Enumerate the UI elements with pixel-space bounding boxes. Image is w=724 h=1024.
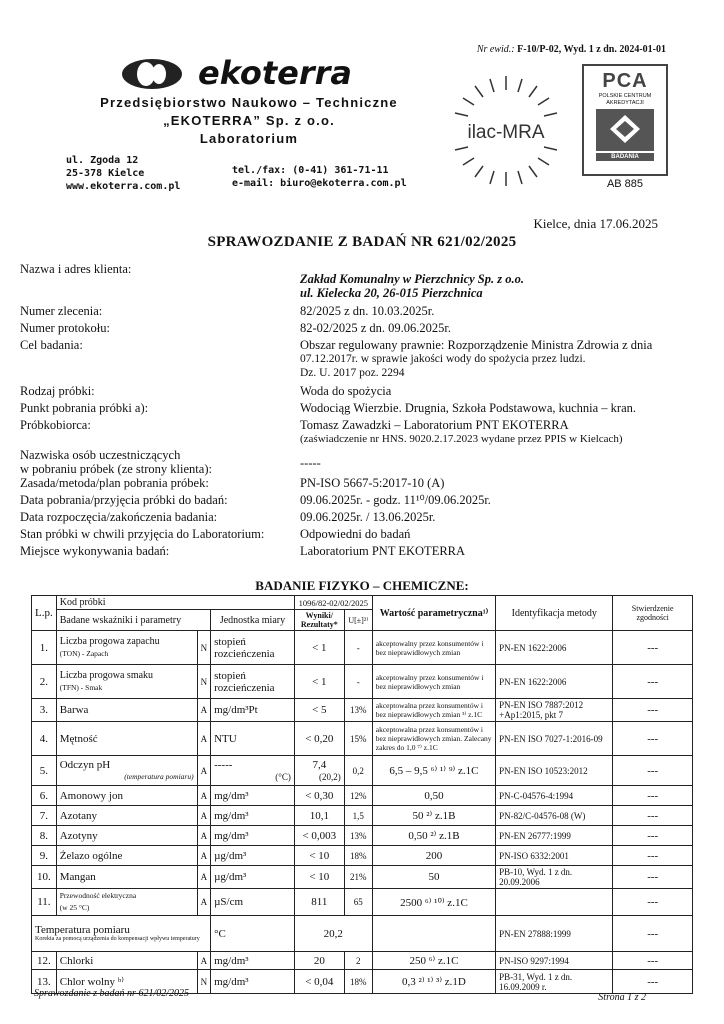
unit-value: mg/dm³	[214, 809, 249, 822]
row-parametric-value: 2500 ⁶⁾ ¹⁰⁾ z.1C	[372, 889, 495, 916]
table-row	[32, 699, 693, 722]
sampling-date-value: 09.06.2025r. - godz. 11¹⁰/09.06.2025r.	[300, 493, 491, 507]
row-accreditation: A	[197, 786, 211, 806]
row-method: PB-10, Wyd. 1 z dn. 20.09.2006	[496, 866, 613, 889]
row-compliance: ---	[613, 970, 693, 994]
sampling-point-value: Wodociąg Wierzbie. Drugnia, Szkoła Podstawowa, kuchnia – kran.	[300, 401, 637, 415]
pca-badge-label: BADANIA	[596, 153, 654, 161]
row-result	[294, 756, 344, 786]
row-result	[294, 806, 344, 826]
place-label: Miejsce wykonywania badań:	[20, 544, 170, 558]
result-value: < 1	[312, 641, 327, 654]
row-method: PN-EN ISO 7027-1:2016-09	[496, 722, 613, 756]
place-value: Laboratorium PNT EKOTERRA	[300, 544, 466, 558]
unit-value: mg/dm³	[214, 829, 249, 842]
row-unit	[211, 889, 295, 916]
temperature-value: 20,2	[294, 916, 372, 952]
row-indicator-name	[56, 889, 197, 916]
participants-value: -----	[300, 456, 321, 470]
order-value: 82/2025 z dn. 10.03.2025r.	[300, 304, 435, 318]
company-contact	[232, 164, 407, 190]
row-indicator-name	[56, 631, 197, 665]
company-header	[54, 94, 444, 148]
row-compliance: ---	[613, 806, 693, 826]
sample-type-value: Woda do spożycia	[300, 384, 392, 398]
pca-accreditation-badge	[582, 64, 668, 176]
indicator-name: Mangan	[59, 871, 96, 883]
footer-report-ref: Sprawozdanie z badań nr 621/02/2025	[34, 988, 190, 999]
result-value: < 0,20	[305, 732, 334, 745]
condition-value: Odpowiedni do badań	[300, 527, 411, 541]
row-uncertainty: 15%	[344, 722, 372, 756]
ilac-text: ilac-MRA	[467, 122, 545, 143]
client-label: Nazwa i adres klienta:	[20, 262, 132, 276]
row-result	[294, 665, 344, 699]
pca-title: PCA	[602, 70, 648, 92]
row-result	[294, 866, 344, 889]
header-compliance: Stwierdzenie zgodności	[613, 596, 693, 631]
row-parametric-value: 6,5 – 9,5 ⁶⁾ ¹⁾ ⁹⁾ z.1C	[372, 756, 495, 786]
row-uncertainty: 21%	[344, 866, 372, 889]
row-accreditation: A	[197, 699, 211, 722]
company-address	[66, 154, 180, 193]
client-value	[300, 272, 670, 300]
row-parametric-value: 0,3 ²⁾ ¹⁾ ³⁾ z.1D	[372, 970, 495, 994]
row-compliance: ---	[613, 866, 693, 889]
pca-subtitle-2: AKREDYTACJI	[606, 100, 644, 106]
participants-label-2: w pobraniu próbek (ze strony klienta):	[20, 462, 212, 476]
row-lp: 10.	[32, 866, 57, 889]
test-date-label: Data rozpoczęcia/zakończenia badania:	[20, 510, 218, 524]
unit-value: -----	[214, 758, 233, 771]
result-secondary: (20,2)	[319, 771, 341, 782]
row-compliance: ---	[613, 889, 693, 916]
row-result	[294, 631, 344, 665]
row-parametric-value: akceptowalny przez konsumentów i bez nieprawidłowych zmian	[372, 631, 495, 665]
row-unit	[211, 665, 295, 699]
table-row	[32, 756, 693, 786]
row-uncertainty: 0,2	[344, 756, 372, 786]
row-compliance: ---	[613, 699, 693, 722]
row-unit: mg/dm³	[211, 952, 295, 970]
unit-value: stopień rozcieńczenia	[214, 669, 275, 694]
indicator-name: Liczba progowa zapachu	[59, 635, 160, 647]
row-accreditation: A	[197, 806, 211, 826]
result-value: < 10	[309, 849, 330, 862]
table-row	[32, 722, 693, 756]
indicator-name: Żelazo ogólne	[59, 849, 123, 862]
record-reference	[477, 44, 666, 55]
row-unit: mg/dm³	[211, 970, 295, 994]
method-value: PN-ISO 5667-5:2017-10 (A)	[300, 476, 445, 490]
temperature-parametric-value	[372, 916, 495, 952]
unit-value: mg/dm³	[214, 789, 249, 802]
client-name: Zakład Komunalny w Pierzchnicy Sp. z o.o.	[300, 272, 524, 286]
protocol-value: 82-02/2025 z dn. 09.06.2025r.	[300, 321, 452, 335]
section-title: BADANIE FIZYKO – CHEMICZNE:	[255, 578, 469, 593]
row-unit	[211, 631, 295, 665]
row-compliance: ---	[613, 846, 693, 866]
purpose-line-3: Dz. U. 2017 poz. 2294	[300, 367, 405, 379]
row-accreditation: A	[197, 722, 211, 756]
indicator-name: Amonowy jon	[59, 789, 123, 802]
row-indicator-name	[56, 786, 197, 806]
indicator-name: Azotany	[59, 809, 97, 822]
unit-value: µS/cm	[214, 896, 244, 908]
method-label: Zasada/metoda/plan pobrania próbek:	[20, 476, 209, 490]
row-accreditation: A	[197, 756, 211, 786]
row-unit	[211, 866, 295, 889]
row-indicator-name	[56, 806, 197, 826]
row-compliance: ---	[613, 786, 693, 806]
result-value: < 0,30	[305, 789, 334, 802]
sampling-date-label: Data pobrania/przyjęcia próbki do badań:	[20, 493, 228, 507]
row-lp: 2.	[32, 665, 57, 699]
email: e-mail: biuro@ekoterra.com.pl	[232, 178, 407, 189]
row-parametric-value: akceptowalna przez konsumentów i bez nieprawidłowych zmian ³⁾ z.1C	[372, 699, 495, 722]
row-lp: 1.	[32, 631, 57, 665]
row-result	[294, 786, 344, 806]
row-result: < 0,04	[294, 970, 344, 994]
indicator-name: Odczyn pH	[59, 758, 111, 771]
row-method: PN-ISO 9297:1994	[496, 952, 613, 970]
unit-secondary: (°C)	[275, 771, 291, 782]
row-indicator-name: Chlorki	[56, 952, 197, 970]
row-accreditation: A	[197, 952, 211, 970]
row-parametric-value: 50 ²⁾ z.1B	[372, 806, 495, 826]
unit-value: stopień rozcieńczenia	[214, 635, 275, 660]
row-indicator-name	[56, 846, 197, 866]
row-indicator-name	[56, 756, 197, 786]
row-parametric-value: 250 ⁶⁾ z.1C	[372, 952, 495, 970]
result-value: 811	[311, 896, 328, 908]
row-compliance: ---	[613, 722, 693, 756]
header-lp: L.p.	[32, 596, 57, 631]
row-indicator-name	[56, 826, 197, 846]
row-compliance: ---	[613, 631, 693, 665]
row-lp: 13.	[32, 970, 57, 994]
row-uncertainty: 65	[344, 889, 372, 916]
temperature-note: Korekta za pomocą urządzenia do kompensacji wpływu temperatury	[35, 936, 200, 942]
table-row-temperature	[32, 916, 693, 952]
row-uncertainty: 13%	[344, 699, 372, 722]
row-indicator-name: Chlor wolny ᵇ⁾	[56, 970, 197, 994]
company-line-1: Przedsiębiorstwo Naukowo – Techniczne	[100, 95, 398, 110]
indicator-subname: (temperatura pomiaru)	[124, 771, 194, 781]
row-accreditation: A	[197, 889, 211, 916]
table-row	[32, 786, 693, 806]
row-accreditation: N	[197, 665, 211, 699]
row-uncertainty: 18%	[344, 970, 372, 994]
row-accreditation: A	[197, 826, 211, 846]
row-unit	[211, 806, 295, 826]
record-reference-label: Nr ewid.:	[476, 44, 515, 55]
header-sample-code: Kod próbki	[56, 596, 294, 610]
row-method: PN-C-04576-4:1994	[496, 786, 613, 806]
row-unit	[211, 826, 295, 846]
header-result: Wyniki/ Rezultaty*	[294, 610, 344, 631]
row-indicator-name	[56, 665, 197, 699]
row-lp: 4.	[32, 722, 57, 756]
header-parametric-value: Wartość parametryczna¹⁾	[372, 596, 495, 631]
purpose-line-1: Obszar regulowany prawnie: Rozporządzenie Ministra Zdrowia z dnia	[300, 338, 653, 352]
company-line-3: Laboratorium	[199, 131, 299, 146]
phone: tel./fax: (0-41) 361-71-11	[232, 165, 389, 176]
row-uncertainty: 2	[344, 952, 372, 970]
purpose-value	[300, 338, 670, 380]
header-sample-id: 1096/82-02/02/2025	[294, 596, 372, 610]
row-unit	[211, 846, 295, 866]
row-result	[294, 889, 344, 916]
purpose-line-2: 07.12.2017r. w sprawie jakości wody do spożycia przez ludzi.	[300, 353, 586, 365]
row-uncertainty: 1,5	[344, 806, 372, 826]
indicator-name: Liczba progowa smaku	[59, 669, 154, 681]
row-method: PN-EN 1622:2006	[496, 631, 613, 665]
pca-number: AB 885	[606, 178, 644, 190]
website: www.ekoterra.com.pl	[66, 181, 181, 192]
row-uncertainty: 13%	[344, 826, 372, 846]
unit-value: NTU	[214, 732, 237, 745]
row-lp: 6.	[32, 786, 57, 806]
sampler-value	[300, 418, 670, 446]
temperature-unit: °C	[211, 916, 295, 952]
indicator-subname: (w 25 °C)	[59, 903, 90, 912]
table-row	[32, 952, 693, 970]
row-result	[294, 826, 344, 846]
row-uncertainty: 12%	[344, 786, 372, 806]
table-row	[32, 889, 693, 916]
footer-page-number: Strona 1 z 2	[598, 992, 646, 1003]
row-indicator-name	[56, 866, 197, 889]
header-unit: Jednostka miary	[211, 610, 295, 631]
record-reference-value: F-10/P-02, Wyd. 1 z dn. 2024-01-01	[517, 44, 666, 55]
row-indicator-name	[56, 699, 197, 722]
row-parametric-value: akceptowalna przez konsumentów i bez nieprawidłowych zmian. Zalecany zakres do 1,0 ⁷⁾ z.1C	[372, 722, 495, 756]
temperature-compliance: ---	[613, 916, 693, 952]
table-row	[32, 806, 693, 826]
row-accreditation: A	[197, 866, 211, 889]
order-label: Numer zlecenia:	[20, 304, 103, 318]
protocol-label: Numer protokołu:	[20, 321, 110, 335]
ilac-mra-logo	[446, 72, 566, 190]
participants-label	[20, 448, 300, 476]
row-compliance: ---	[613, 952, 693, 970]
row-method	[496, 889, 613, 916]
row-parametric-value: 0,50	[372, 786, 495, 806]
row-result	[294, 722, 344, 756]
row-lp: 9.	[32, 846, 57, 866]
place-date: Kielce, dnia 17.06.2025	[533, 216, 658, 231]
row-indicator-name	[56, 722, 197, 756]
indicator-name: Przewodność elektryczna	[59, 891, 137, 900]
table-row	[32, 631, 693, 665]
table-row	[32, 665, 693, 699]
unit-value: mg/dm³Pt	[214, 704, 258, 716]
row-compliance: ---	[613, 826, 693, 846]
report-title: SPRAWOZDANIE Z BADAŃ NR 621/02/2025	[207, 234, 517, 250]
sampler-line-2: (zaświadczenie nr HNS. 9020.2.17.2023 wydane przez PPIS w Kielcach)	[300, 433, 623, 445]
row-parametric-value: akceptowalny przez konsumentów i bez nieprawidłowych zmian	[372, 665, 495, 699]
table-row	[32, 866, 693, 889]
row-lp: 8.	[32, 826, 57, 846]
row-accreditation: N	[197, 631, 211, 665]
sampling-point-label: Punkt pobrania próbki a):	[20, 401, 149, 415]
row-uncertainty: -	[344, 665, 372, 699]
sample-type-label: Rodzaj próbki:	[20, 384, 95, 398]
row-result	[294, 846, 344, 866]
indicator-subname: (TFN) - Smak	[59, 682, 103, 692]
temperature-label-cell	[32, 916, 211, 952]
result-value: < 10	[309, 871, 330, 883]
temperature-label: Temperatura pomiaru	[35, 924, 130, 936]
indicator-name: Mętność	[59, 732, 98, 745]
row-method: PN-82/C-04576-08 (W)	[496, 806, 613, 826]
row-accreditation: N	[197, 970, 211, 994]
row-uncertainty: 18%	[344, 846, 372, 866]
table-row	[32, 826, 693, 846]
logo-text: ekoterra	[198, 56, 352, 92]
row-unit	[211, 786, 295, 806]
header-uncertainty: U[±]²⁾	[344, 610, 372, 631]
header-indicator: Badane wskaźniki i parametry	[56, 610, 210, 631]
result-value: < 1	[312, 675, 327, 688]
row-lp: 12.	[32, 952, 57, 970]
row-method: PN-EN ISO 10523:2012	[496, 756, 613, 786]
row-method: PB-31, Wyd. 1 z dn. 16.09.2009 r.	[496, 970, 613, 994]
row-lp: 11.	[32, 889, 57, 916]
client-address: ul. Kielecka 20, 26-015 Pierzchnica	[300, 286, 483, 300]
row-method: PN-EN 26777:1999	[496, 826, 613, 846]
row-parametric-value: 0,50 ²⁾ z.1B	[372, 826, 495, 846]
row-compliance: ---	[613, 756, 693, 786]
row-method: PN-EN ISO 7887:2012 +Ap1:2015, pkt 7	[496, 699, 613, 722]
row-compliance: ---	[613, 665, 693, 699]
result-value: < 5	[312, 704, 327, 716]
row-unit	[211, 722, 295, 756]
header-method: Identyfikacja metody	[496, 596, 613, 631]
sampler-label: Próbkobiorca:	[20, 418, 91, 432]
row-unit	[211, 699, 295, 722]
pca-emblem-icon	[584, 107, 666, 153]
sampler-line-1: Tomasz Zawadzki – Laboratorium PNT EKOTERRA	[300, 418, 569, 432]
row-uncertainty: -	[344, 631, 372, 665]
row-method: PN-EN 1622:2006	[496, 665, 613, 699]
results-table	[31, 595, 693, 994]
purpose-label: Cel badania:	[20, 338, 83, 352]
unit-value: µg/dm³	[214, 871, 247, 883]
row-lp: 3.	[32, 699, 57, 722]
row-parametric-value: 50	[372, 866, 495, 889]
table-row	[32, 846, 693, 866]
address-line-2: 25-378 Kielce	[66, 168, 145, 179]
indicator-name: Barwa	[59, 704, 89, 716]
company-line-2: „EKOTERRA” Sp. z o.o.	[163, 113, 335, 128]
test-date-value: 09.06.2025r. / 13.06.2025r.	[300, 510, 436, 524]
row-method: PN-ISO 6332:2001	[496, 846, 613, 866]
temperature-method: PN-EN 27888:1999	[496, 916, 613, 952]
indicator-name: Azotyny	[59, 829, 98, 842]
result-value: 10,1	[309, 809, 329, 822]
row-parametric-value: 200	[372, 846, 495, 866]
indicator-subname: (TON) - Zapach	[59, 648, 109, 658]
pca-subtitle-1: POLSKIE CENTRUM	[598, 93, 652, 99]
unit-value: µg/dm³	[214, 849, 247, 862]
row-result: 20	[294, 952, 344, 970]
result-value: < 0,003	[302, 829, 337, 842]
row-accreditation: A	[197, 846, 211, 866]
participants-label-1: Nazwiska osób uczestniczących	[20, 448, 181, 462]
row-unit	[211, 756, 295, 786]
address-line-1: ul. Zgoda 12	[66, 155, 139, 166]
result-value: 7,4	[312, 758, 327, 771]
row-result	[294, 699, 344, 722]
table-header-row-1	[32, 596, 693, 610]
condition-label: Stan próbki w chwili przyjęcia do Laboratorium:	[20, 527, 265, 541]
ekoterra-logo	[118, 56, 380, 92]
row-lp: 7.	[32, 806, 57, 826]
row-lp: 5.	[32, 756, 57, 786]
